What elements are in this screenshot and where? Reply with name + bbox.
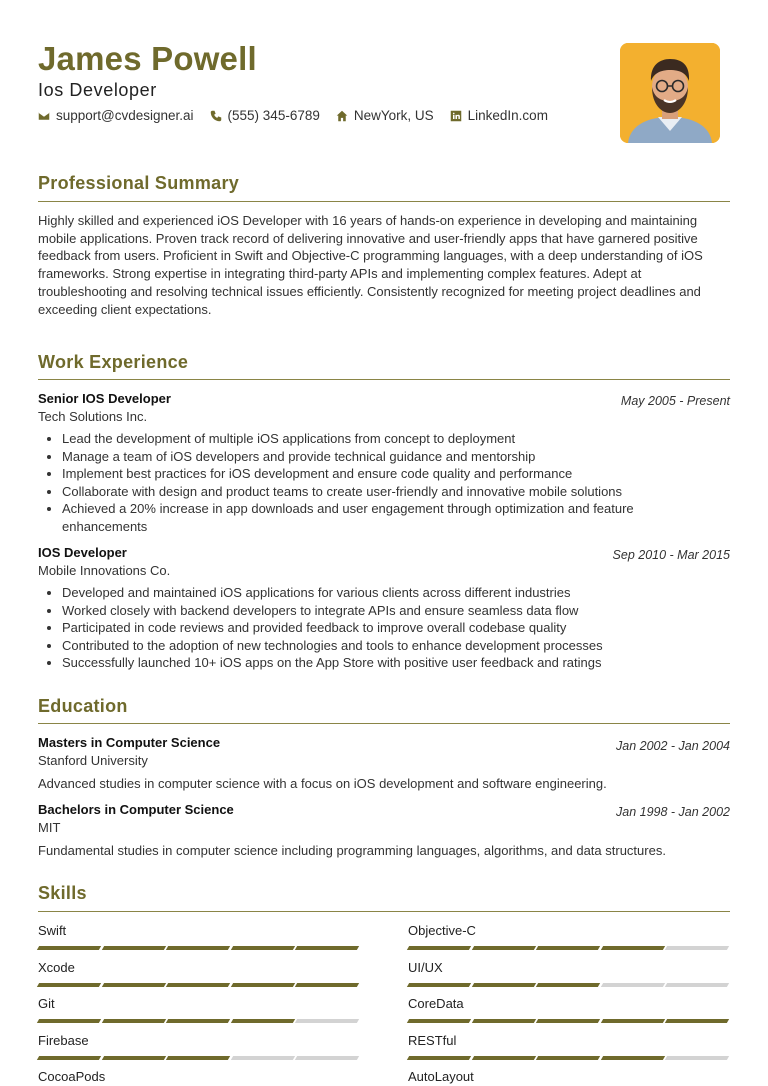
skill-level-segment (601, 983, 665, 987)
contact-linkedin[interactable] (450, 108, 548, 123)
section-title-summary: Professional Summary (38, 173, 240, 193)
list-item: • Collaborate with design and product teams to create user-friendly and innovative mobile solutions (62, 483, 722, 501)
skill-level-segment (601, 1056, 665, 1060)
skill-level-segment (407, 946, 471, 950)
skill-level-bar (38, 1019, 360, 1023)
skill-level-segment (37, 1056, 101, 1060)
phone-icon (210, 110, 222, 122)
skill-level-segment (471, 983, 535, 987)
skill-level-segment (166, 983, 230, 987)
skill-level-segment (536, 946, 600, 950)
skill-name: Firebase (38, 1032, 89, 1048)
skill-level-segment (471, 1019, 535, 1023)
skill-level-segment (37, 946, 101, 950)
skill-item (38, 960, 360, 987)
skill-level-segment (295, 1056, 359, 1060)
skill-level-segment (231, 983, 295, 987)
portrait-illustration (620, 43, 720, 143)
skill-level-segment (665, 983, 729, 987)
skill-item (38, 923, 360, 950)
candidate-role: Ios Developer (38, 80, 157, 100)
job-dates: May 2005 - Present (620, 394, 730, 408)
section-title-skills: Skills (38, 883, 87, 903)
skill-level-segment (536, 983, 600, 987)
skill-level-segment (101, 983, 165, 987)
degree-dates: Jan 2002 - Jan 2004 (616, 739, 730, 753)
skill-level-segment (407, 1056, 471, 1060)
skill-level-segment (101, 1019, 165, 1023)
skill-level-segment (295, 946, 359, 950)
skill-name: RESTful (408, 1032, 457, 1048)
job-bullets (38, 430, 722, 535)
degree-dates: Jan 1998 - Jan 2002 (616, 805, 730, 819)
skill-level-segment (166, 1056, 230, 1060)
list-item: • Achieved a 20% increase in app downloads and user engagement through optimization and feature enhancements (62, 500, 722, 535)
skill-level-segment (231, 1056, 295, 1060)
skill-level-segment (665, 1056, 729, 1060)
skill-level-segment (407, 1019, 471, 1023)
skill-level-bar (38, 1056, 360, 1060)
divider (38, 723, 730, 724)
skill-item (38, 1033, 360, 1060)
skill-level-bar (408, 946, 730, 950)
skill-item (408, 996, 730, 1023)
skill-level-segment (295, 983, 359, 987)
skill-level-segment (101, 946, 165, 950)
list-item: • Implement best practices for iOS development and ensure code quality and performance (62, 465, 722, 483)
skill-name: CoreData (408, 996, 464, 1011)
contact-phone-text: (555) 345-6789 (227, 108, 320, 123)
summary-text: Highly skilled and experienced iOS Developer with 16 years of hands-on experience in developing and maintaining mobile applications. Proven track record of delivering innovative and user-friendly apps that have garnered positive feedback from users. Proficient in Swift and Objective-C programming languages, with a deep understanding of iOS frameworks. Strong expertise in integrating third-party APIs and implementing complex features. Adept at troubleshooting and resolving technical issues efficiently. Consistently recognized for meeting project deadlines and exceeding client expectations. (38, 213, 703, 317)
list-item: • Contributed to the adoption of new technologies and tools to enhance development processes (62, 637, 722, 655)
envelope-icon (38, 110, 50, 122)
contact-email-text: support@cvdesigner.ai (56, 108, 194, 123)
list-item: • Participated in code reviews and provided feedback to improve overall codebase quality (62, 619, 722, 637)
skill-level-segment (295, 1019, 359, 1023)
linkedin-icon (450, 110, 462, 122)
skill-level-bar (408, 983, 730, 987)
list-item: • Developed and maintained iOS applications for various clients across different industries (62, 584, 722, 602)
skill-level-bar (38, 946, 360, 950)
skill-name: UI/UX (408, 959, 443, 975)
list-item: • Successfully launched 10+ iOS apps on the App Store with positive user feedback and ratings (62, 654, 722, 672)
skill-name: Xcode (38, 959, 75, 975)
job-title: IOS Developer (38, 545, 127, 560)
section-title-education: Education (38, 696, 128, 716)
section-title-work: Work Experience (38, 352, 189, 372)
skill-level-segment (601, 1019, 665, 1023)
contact-linkedin-text: LinkedIn.com (467, 108, 548, 123)
skill-level-segment (231, 946, 295, 950)
skill-name: Objective-C (408, 923, 476, 938)
skill-name: Swift (38, 923, 67, 938)
job-dates: Sep 2010 - Mar 2015 (612, 548, 730, 562)
skill-item (408, 923, 730, 950)
skill-name: CocoaPods (38, 1069, 106, 1084)
skill-item (38, 996, 360, 1023)
job-company: Mobile Innovations Co. (38, 563, 171, 578)
skill-level-segment (601, 946, 665, 950)
contact-location (336, 108, 434, 123)
contact-location-text: NewYork, US (353, 108, 434, 123)
degree-title: Masters in Computer Science (38, 735, 221, 750)
candidate-name: James Powell (38, 40, 257, 77)
job-title: Senior IOS Developer (38, 391, 171, 406)
skill-name: AutoLayout (408, 1069, 474, 1084)
contact-phone[interactable] (210, 108, 320, 123)
contact-bar (38, 108, 548, 123)
divider (38, 201, 730, 202)
school-name: MIT (38, 820, 61, 835)
job-company: Tech Solutions Inc. (38, 409, 148, 424)
skill-item (408, 960, 730, 987)
skill-level-segment (231, 1019, 295, 1023)
skill-level-segment (37, 983, 101, 987)
list-item: • Worked closely with backend developers to integrate APIs and ensure seamless data flow (62, 602, 722, 620)
skill-level-segment (665, 946, 729, 950)
contact-email[interactable] (38, 108, 194, 123)
skill-level-segment (407, 983, 471, 987)
degree-title: Bachelors in Computer Science (38, 802, 234, 817)
skill-level-segment (166, 1019, 230, 1023)
skill-level-segment (37, 1019, 101, 1023)
skill-level-segment (665, 1019, 729, 1023)
profile-photo (620, 43, 720, 143)
school-name: Stanford University (38, 753, 148, 768)
list-item: • Lead the development of multiple iOS applications from concept to deployment (62, 430, 722, 448)
divider (38, 379, 730, 380)
skill-level-segment (536, 1056, 600, 1060)
degree-description: Fundamental studies in computer science including programming languages, algorithms, and data structures. (38, 843, 666, 858)
home-icon (336, 110, 348, 122)
skill-level-segment (101, 1056, 165, 1060)
degree-description: Advanced studies in computer science with a focus on iOS development and software engineering. (38, 776, 607, 791)
skill-level-segment (536, 1019, 600, 1023)
job-bullets (38, 584, 722, 672)
skill-item (408, 1033, 730, 1060)
skill-level-segment (166, 946, 230, 950)
skill-name: Git (38, 996, 55, 1011)
list-item: • Manage a team of iOS developers and provide technical guidance and mentorship (62, 448, 722, 466)
skill-level-bar (408, 1056, 730, 1060)
skill-level-segment (471, 946, 535, 950)
divider (38, 911, 730, 912)
skill-level-segment (471, 1056, 535, 1060)
skill-level-bar (38, 983, 360, 987)
skill-level-bar (408, 1019, 730, 1023)
